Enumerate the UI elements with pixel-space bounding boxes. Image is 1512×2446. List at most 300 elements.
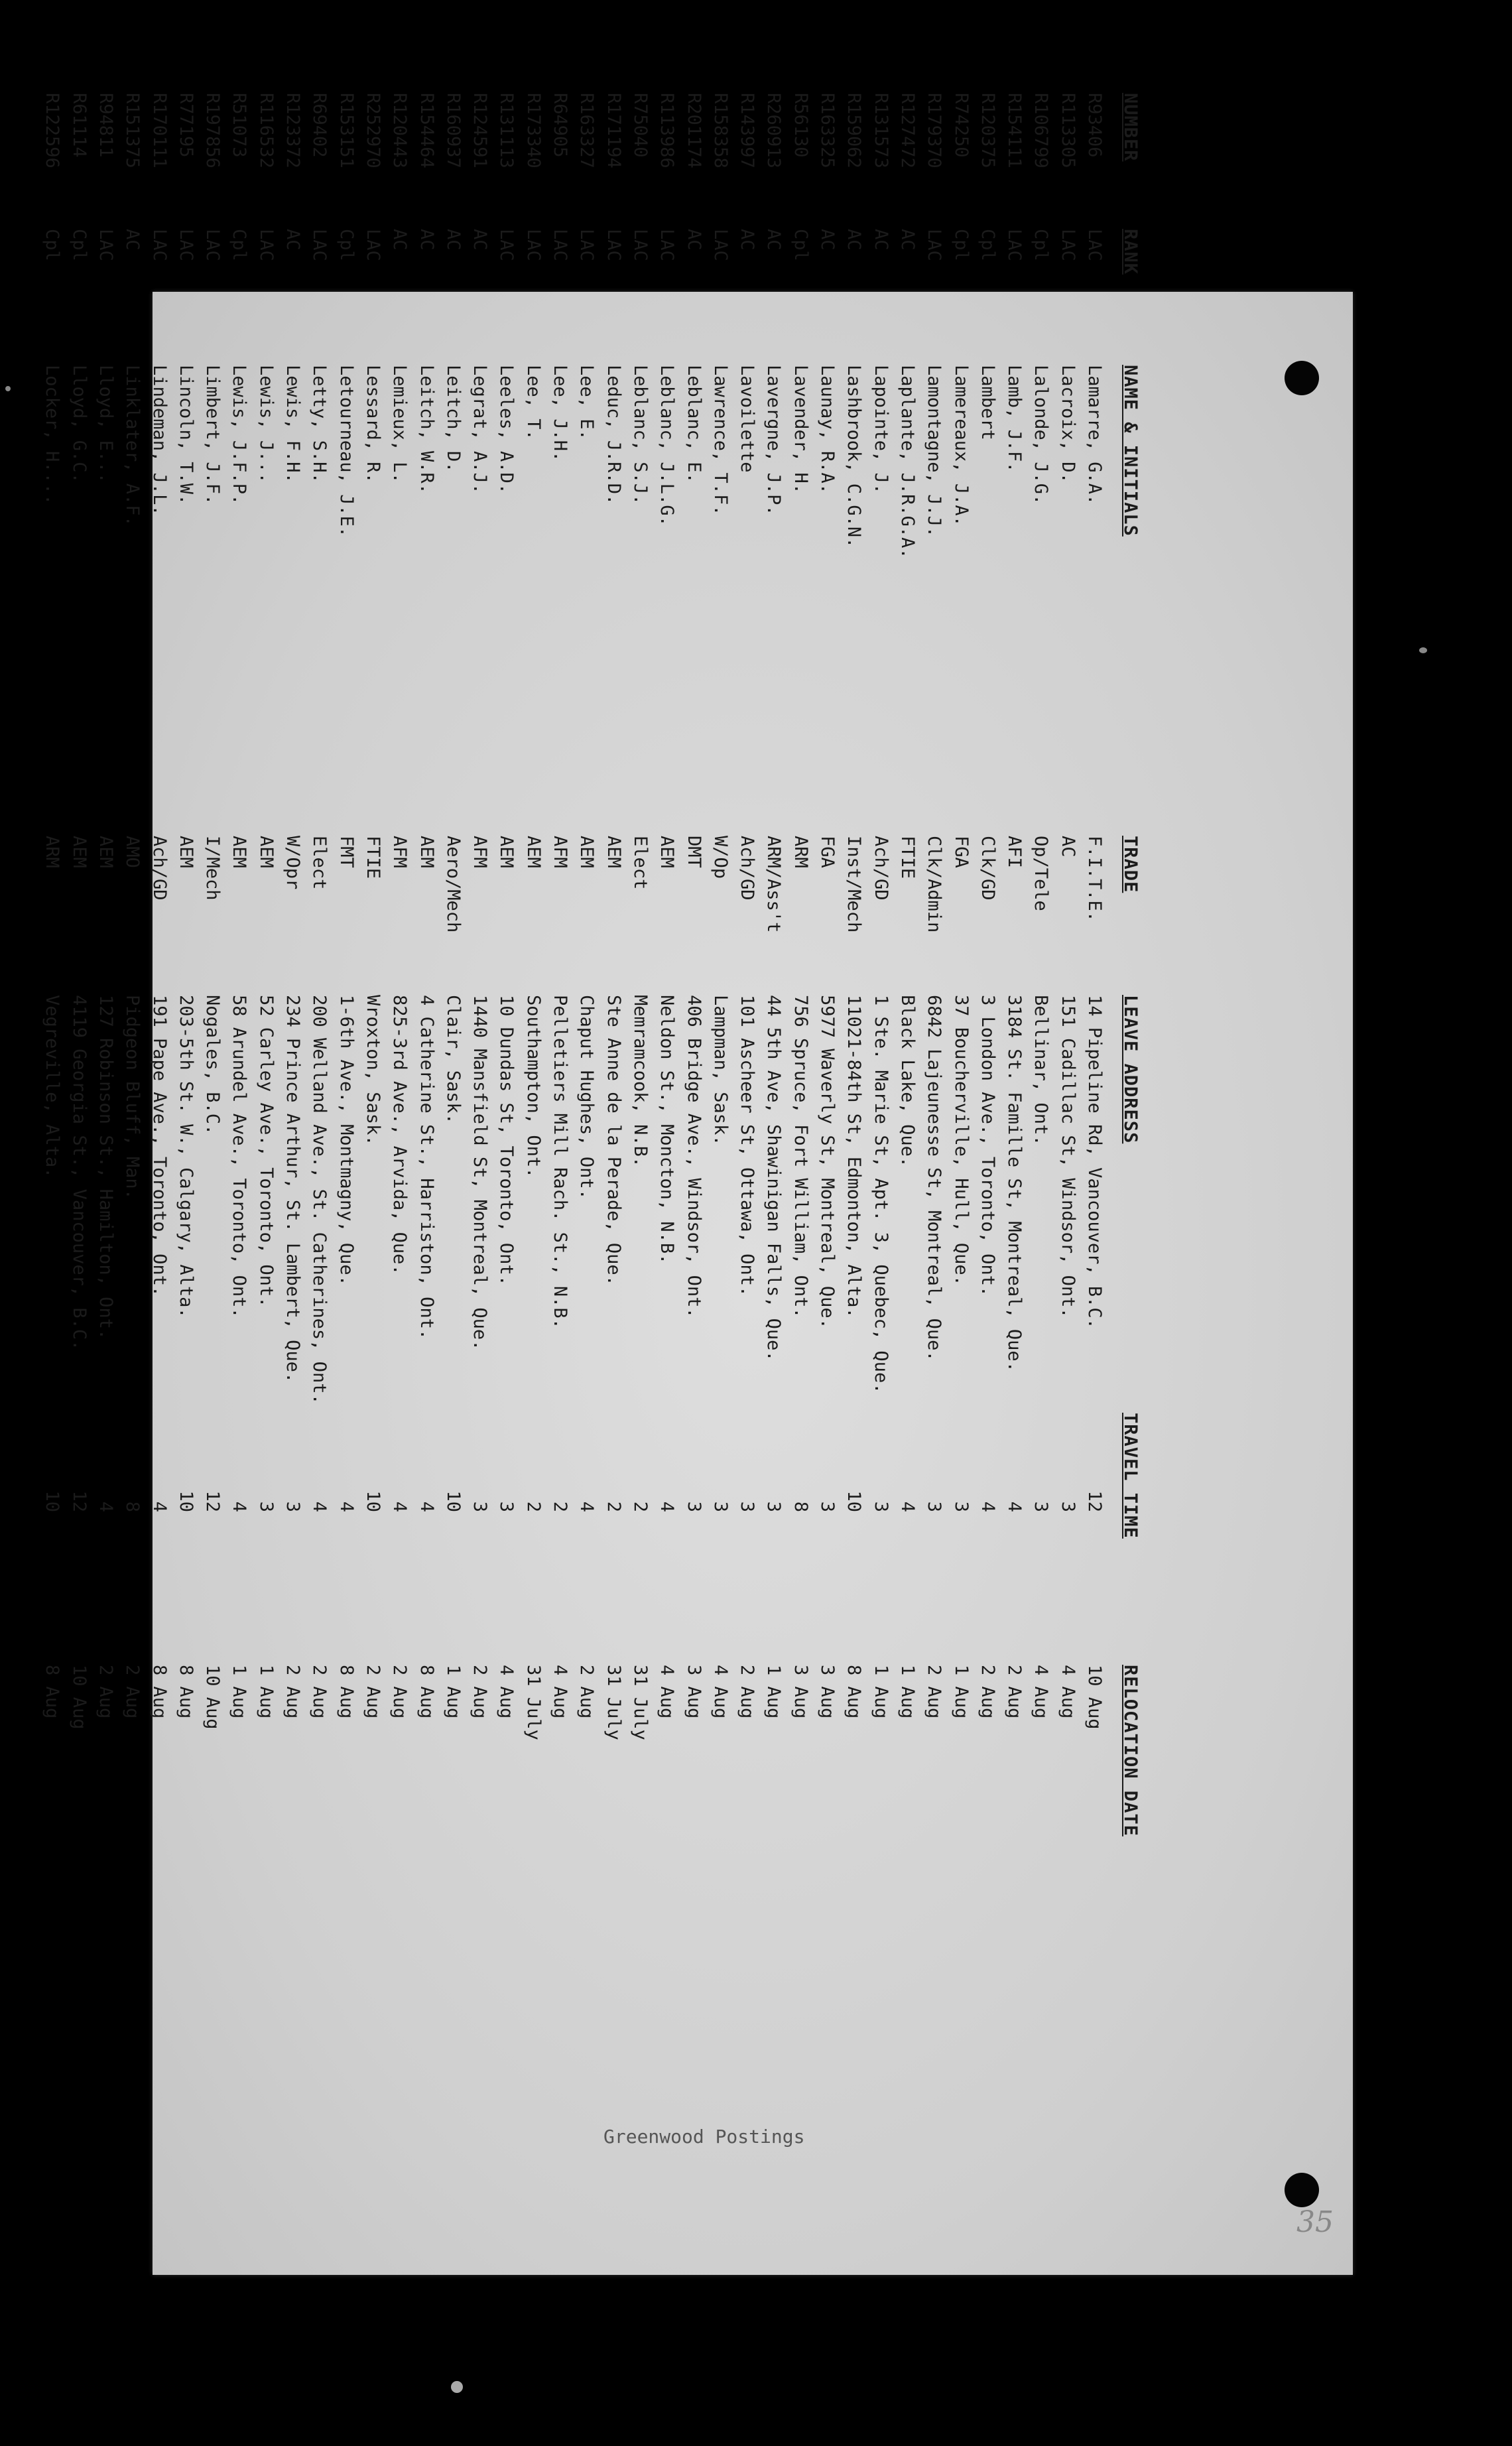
cell-address: Nogales, B.C. [202, 995, 223, 1135]
cell-number: R69402 [309, 93, 330, 158]
table-row [972, 93, 998, 1844]
cell-relocation-date: 2 Aug [977, 1665, 998, 1719]
table-row [437, 93, 464, 1844]
table-row [196, 93, 223, 1844]
cell-travel-time: 4 [95, 1501, 117, 1512]
cell-rank: LAC [362, 229, 383, 261]
cell-trade: Ach/GD [737, 836, 758, 901]
cell-name: Lewis, J... [255, 365, 277, 483]
cell-number: R113986 [657, 93, 678, 168]
cell-address: 5977 Waverly St, Montreal, Que. [817, 995, 838, 1329]
cell-rank: AC [817, 229, 838, 251]
cell-travel-time: 3 [496, 1501, 517, 1512]
cell-trade: FGA [950, 836, 972, 868]
cell-address: 151 Cadillac St, Windsor, Ont. [1057, 995, 1078, 1319]
cell-travel-time: 4 [897, 1501, 918, 1512]
cell-trade: AEM [657, 836, 678, 868]
cell-relocation-date: 2 Aug [389, 1665, 410, 1719]
table-row [223, 93, 249, 1844]
cell-number: R153151 [336, 93, 357, 168]
cell-relocation-date: 1 Aug [950, 1665, 972, 1719]
cell-address: 406 Bridge Ave., Windsor, Ont. [683, 995, 704, 1319]
table-row [357, 93, 383, 1844]
cell-relocation-date: 2 Aug [470, 1665, 491, 1719]
cell-name: Leeles, A.D. [496, 365, 517, 495]
cell-trade: Aero/Mech [442, 836, 464, 933]
table-body [36, 93, 1105, 1844]
cell-relocation-date: 8 Aug [42, 1665, 63, 1719]
cell-rank: LAC [523, 229, 544, 261]
table-row [464, 93, 490, 1844]
cell-rank: LAC [1004, 229, 1025, 261]
table-row [143, 93, 169, 1844]
cell-name: Leblanc, J.L.G. [657, 365, 678, 527]
cell-trade: AMO [122, 836, 143, 868]
cell-trade: FTIE [362, 836, 383, 879]
cell-number: R163327 [576, 93, 598, 168]
cell-number: R124591 [470, 93, 491, 168]
cell-number: R51073 [229, 93, 250, 158]
footer-caption: Greenwood Postings [603, 2126, 805, 2148]
cell-relocation-date: 4 Aug [657, 1665, 678, 1719]
cell-name: Laplante, J.R.G.A. [897, 365, 918, 559]
punch-hole-top [1285, 361, 1319, 395]
page-number: 35 [1296, 2205, 1334, 2239]
cell-relocation-date: 10 Aug [68, 1665, 90, 1730]
cell-number: R122596 [42, 93, 63, 168]
cell-address: 37 Boucherville, Hull, Que. [950, 995, 972, 1286]
cell-address: 58 Arundel Ave., Toronto, Ont. [229, 995, 250, 1319]
cell-name: Lavoilette [737, 365, 758, 473]
cell-number: R173340 [523, 93, 544, 168]
cell-rank: LAC [629, 229, 651, 261]
cell-travel-time: 3 [870, 1501, 891, 1512]
cell-address: 1 Ste. Marie St, Apt. 3, Quebec, Que. [870, 995, 891, 1394]
cell-relocation-date: 4 Aug [550, 1665, 571, 1719]
cell-travel-time: 3 [950, 1501, 972, 1512]
cell-relocation-date: 2 Aug [1004, 1665, 1025, 1719]
cell-name: Lawrence, T.F. [710, 365, 731, 516]
cell-name: Leitch, D. [442, 365, 464, 473]
cell-rank: LAC [1057, 229, 1078, 261]
table-row [303, 93, 330, 1844]
cell-travel-time: 2 [629, 1501, 651, 1512]
cell-rank: AC [283, 229, 304, 251]
table-row [998, 93, 1025, 1844]
cell-name: Lalonde, J.G. [1031, 365, 1052, 505]
cell-trade: I/Mech [202, 836, 223, 901]
table-row [1078, 93, 1105, 1844]
table-row [731, 93, 757, 1844]
table-row [410, 93, 436, 1844]
cell-rank: Cpl [1031, 229, 1052, 261]
cell-number: R106799 [1031, 93, 1052, 168]
cell-number: R171194 [603, 93, 624, 168]
cell-travel-time: 4 [416, 1501, 437, 1512]
cell-travel-time: 4 [1004, 1501, 1025, 1512]
cell-trade: Ach/GD [149, 836, 170, 901]
cell-trade: AC [1057, 836, 1078, 858]
cell-travel-time: 3 [255, 1501, 277, 1512]
cell-address: 203-5th St. W., Calgary, Alta. [175, 995, 196, 1319]
cell-address: Pidgeon Bluff, Man. [122, 995, 143, 1200]
table-row [330, 93, 356, 1844]
cell-rank: LAC [576, 229, 598, 261]
cell-address: 756 Spruce, Fort William, Ont. [790, 995, 811, 1319]
header-rank: RANK [1120, 229, 1141, 275]
cell-relocation-date: 8 Aug [336, 1665, 357, 1719]
cell-address: 44 5th Ave, Shawinigan Falls, Que. [763, 995, 785, 1362]
cell-trade: AEM [523, 836, 544, 868]
cell-relocation-date: 8 Aug [175, 1665, 196, 1719]
cell-relocation-date: 4 Aug [496, 1665, 517, 1719]
cell-number: R120375 [977, 93, 998, 168]
cell-address: 6842 Lajeunesse St, Montreal, Que. [924, 995, 945, 1362]
cell-travel-time: 12 [68, 1490, 90, 1512]
cell-name: Lloyd, G.C. [68, 365, 90, 483]
cell-relocation-date: 8 Aug [844, 1665, 865, 1719]
header-trade: TRADE [1120, 836, 1141, 893]
cell-address: Wroxton, Sask. [362, 995, 383, 1146]
cell-trade: AEM [175, 836, 196, 868]
cell-travel-time: 4 [149, 1501, 170, 1512]
cell-number: R131113 [496, 93, 517, 168]
cell-travel-time: 3 [817, 1501, 838, 1512]
cell-trade: DMT [683, 836, 704, 868]
cell-travel-time: 3 [1031, 1501, 1052, 1512]
table-row [704, 93, 731, 1844]
cell-relocation-date: 1 Aug [255, 1665, 277, 1719]
cell-number: R151375 [122, 93, 143, 168]
cell-number: R159062 [844, 93, 865, 168]
cell-trade: AEM [603, 836, 624, 868]
cell-number: R127472 [897, 93, 918, 168]
cell-number: R158358 [710, 93, 731, 168]
table-row [1051, 93, 1078, 1844]
cell-number: R56130 [790, 93, 811, 158]
cell-name: Legrat, A.J. [470, 365, 491, 495]
cell-relocation-date: 2 Aug [309, 1665, 330, 1719]
cell-address: 52 Carley Ave., Toronto, Ont. [255, 995, 277, 1308]
cell-address: Bellinar, Ont. [1031, 995, 1052, 1146]
cell-travel-time: 2 [550, 1501, 571, 1512]
cell-travel-time: 10 [844, 1490, 865, 1512]
table-row [250, 93, 277, 1844]
cell-relocation-date: 2 Aug [362, 1665, 383, 1719]
cell-number: R201174 [683, 93, 704, 168]
cell-trade: AFM [550, 836, 571, 868]
cell-name: Lapointe, J. [870, 365, 891, 495]
cell-trade: Inst/Mech [844, 836, 865, 933]
table-row [517, 93, 543, 1844]
cell-number: R252970 [362, 93, 383, 168]
cell-rank: AC [683, 229, 704, 251]
cell-address: 825-3rd Ave., Arvida, Que. [389, 995, 410, 1275]
cell-rank: LAC [95, 229, 117, 261]
cell-travel-time: 3 [283, 1501, 304, 1512]
cell-trade: Elect [309, 836, 330, 890]
cell-relocation-date: 3 Aug [790, 1665, 811, 1719]
cell-rank: Cpl [977, 229, 998, 261]
table-row [944, 93, 971, 1844]
cell-trade: Op/Tele [1031, 836, 1052, 911]
cell-name: Launay, R.A. [817, 365, 838, 495]
cell-trade: AEM [496, 836, 517, 868]
cell-rank: LAC [550, 229, 571, 261]
cell-rank: LAC [1084, 229, 1105, 261]
cell-number: R260913 [763, 93, 785, 168]
cell-relocation-date: 4 Aug [1031, 1665, 1052, 1719]
cell-rank: LAC [309, 229, 330, 261]
cell-trade: AEM [576, 836, 598, 868]
cell-name: Lee, T. [523, 365, 544, 440]
cell-name: Lambert [977, 365, 998, 440]
cell-address: 1440 Mansfield St, Montreal, Que. [470, 995, 491, 1351]
cell-address: Neldon St., Moncton, N.B. [657, 995, 678, 1265]
cell-relocation-date: 3 Aug [817, 1665, 838, 1719]
cell-rank: AC [122, 229, 143, 251]
cell-travel-time: 3 [737, 1501, 758, 1512]
cell-relocation-date: 2 Aug [283, 1665, 304, 1719]
cell-rank: AC [737, 229, 758, 251]
cell-relocation-date: 1 Aug [763, 1665, 785, 1719]
cell-rank: AC [844, 229, 865, 251]
cell-rank: AC [870, 229, 891, 251]
cell-name: Linklater, A.F. [122, 365, 143, 527]
cell-name: Letty, S.H. [309, 365, 330, 483]
cell-relocation-date: 1 Aug [442, 1665, 464, 1719]
cell-rank: Cpl [42, 229, 63, 261]
cell-address: Southampton, Ont. [523, 995, 544, 1179]
cell-trade: Elect [629, 836, 651, 890]
table-row [677, 93, 704, 1844]
cell-number: R179370 [924, 93, 945, 168]
table-row [170, 93, 196, 1844]
cell-address: 191 Pape Ave., Toronto, Ont. [149, 995, 170, 1297]
table-row [62, 93, 89, 1844]
cell-trade: FGA [817, 836, 838, 868]
cell-number: R64905 [550, 93, 571, 158]
cell-address: 3 London Ave., Toronto, Ont. [977, 995, 998, 1297]
cell-number: R197856 [202, 93, 223, 168]
cell-rank: AC [389, 229, 410, 251]
cell-relocation-date: 1 Aug [229, 1665, 250, 1719]
table-row [757, 93, 784, 1844]
cell-travel-time: 12 [1084, 1490, 1105, 1512]
table-row [651, 93, 677, 1844]
cell-relocation-date: 2 Aug [924, 1665, 945, 1719]
table-row [36, 93, 62, 1844]
cell-trade: AFM [389, 836, 410, 868]
cell-relocation-date: 31 July [603, 1665, 624, 1740]
cell-trade: Clk/Admin [924, 836, 945, 933]
cell-trade: ARM [790, 836, 811, 868]
cell-address: Memramcook, N.B. [629, 995, 651, 1168]
cell-travel-time: 10 [442, 1490, 464, 1512]
cell-rank: AC [763, 229, 785, 251]
cell-name: Leduc, J.R.D. [603, 365, 624, 505]
cell-name: Letourneau, J.E. [336, 365, 357, 538]
header-number: NUMBER [1120, 93, 1141, 162]
cell-travel-time: 8 [790, 1501, 811, 1512]
cell-number: R143997 [737, 93, 758, 168]
cell-address: Lampman, Sask. [710, 995, 731, 1146]
cell-travel-time: 3 [924, 1501, 945, 1512]
cell-number: R123372 [283, 93, 304, 168]
table-row [864, 93, 891, 1844]
cell-name: Lincoln, T.W. [175, 365, 196, 505]
cell-trade: F.I.T.E. [1084, 836, 1105, 923]
cell-rank: LAC [603, 229, 624, 261]
cell-travel-time: 3 [683, 1501, 704, 1512]
cell-name: Lessard, R. [362, 365, 383, 483]
cell-address: 200 Welland Ave., St. Catherines, Ont. [309, 995, 330, 1405]
cell-rank: AC [416, 229, 437, 251]
cell-relocation-date: 3 Aug [683, 1665, 704, 1719]
cell-trade: ARM [42, 836, 63, 868]
cell-travel-time: 4 [576, 1501, 598, 1512]
cell-relocation-date: 4 Aug [710, 1665, 731, 1719]
cell-rank: AC [470, 229, 491, 251]
cell-travel-time: 4 [657, 1501, 678, 1512]
table-row [838, 93, 864, 1844]
cell-name: Lamb, J.F. [1004, 365, 1025, 473]
cell-rank: LAC [924, 229, 945, 261]
table-row [597, 93, 623, 1844]
cell-name: Lindeman, J.L. [149, 365, 170, 516]
header-address: LEAVE ADDRESS [1120, 995, 1141, 1144]
cell-address: 14 Pipeline Rd, Vancouver, B.C. [1084, 995, 1105, 1329]
cell-trade: FTIE [897, 836, 918, 879]
cell-address: 10 Dundas St, Toronto, Ont. [496, 995, 517, 1286]
film-speck [5, 386, 11, 391]
cell-travel-time: 3 [1057, 1501, 1078, 1512]
cell-number: R120443 [389, 93, 410, 168]
cell-number: R75040 [629, 93, 651, 158]
cell-number: R74250 [950, 93, 972, 158]
cell-travel-time: 10 [175, 1490, 196, 1512]
table-row [490, 93, 517, 1844]
cell-relocation-date: 1 Aug [897, 1665, 918, 1719]
cell-rank: LAC [175, 229, 196, 261]
cell-name: Lee, J.H. [550, 365, 571, 462]
cell-relocation-date: 4 Aug [1057, 1665, 1078, 1719]
cell-travel-time: 10 [362, 1490, 383, 1512]
table-row [277, 93, 303, 1844]
cell-address: 101 Ascheer St, Ottawa, Ont. [737, 995, 758, 1297]
cell-trade: AFM [470, 836, 491, 868]
cell-rank: LAC [710, 229, 731, 261]
cell-relocation-date: 31 July [629, 1665, 651, 1740]
cell-address: Chaput Hughes, Ont. [576, 995, 598, 1200]
cell-name: Limbert, J.F. [202, 365, 223, 505]
cell-number: R160937 [442, 93, 464, 168]
cell-travel-time: 4 [977, 1501, 998, 1512]
cell-trade: W/Op [710, 836, 731, 879]
table-row [891, 93, 918, 1844]
cell-relocation-date: 8 Aug [416, 1665, 437, 1719]
cell-trade: ARM/Ass't [763, 836, 785, 933]
cell-rank: Cpl [68, 229, 90, 261]
cell-address: Ste Anne de la Perade, Que. [603, 995, 624, 1286]
table-row [811, 93, 838, 1844]
cell-relocation-date: 2 Aug [737, 1665, 758, 1719]
cell-relocation-date: 10 Aug [1084, 1665, 1105, 1730]
cell-number: R131573 [870, 93, 891, 168]
cell-address: 4 Catherine St., Harriston, Ont. [416, 995, 437, 1340]
cell-name: Lamereaux, J.A. [950, 365, 972, 527]
film-speck [1419, 647, 1427, 653]
cell-address: Clair, Sask. [442, 995, 464, 1125]
cell-trade: AEM [95, 836, 117, 868]
cell-travel-time: 3 [710, 1501, 731, 1512]
cell-rank: Cpl [229, 229, 250, 261]
cell-relocation-date: 1 Aug [870, 1665, 891, 1719]
cell-relocation-date: 31 July [523, 1665, 544, 1740]
cell-address: 127 Robinson St., Hamilton, Ont. [95, 995, 117, 1340]
cell-rank: AC [442, 229, 464, 251]
table-row [918, 93, 944, 1844]
cell-name: Lee, E. [576, 365, 598, 440]
table-row [544, 93, 570, 1844]
cell-rank: LAC [657, 229, 678, 261]
cell-relocation-date: 2 Aug [122, 1665, 143, 1719]
cell-name: Lewis, F.H. [283, 365, 304, 483]
posting-table [42, 93, 1141, 1844]
table-row [383, 93, 410, 1844]
cell-rank: Cpl [336, 229, 357, 261]
cell-rank: Cpl [950, 229, 972, 261]
cell-relocation-date: 2 Aug [95, 1665, 117, 1719]
cell-address: 1-6th Ave., Montmagny, Que. [336, 995, 357, 1286]
cell-relocation-date: 8 Aug [149, 1665, 170, 1719]
table-row [784, 93, 810, 1844]
cell-relocation-date: 10 Aug [202, 1665, 223, 1730]
cell-travel-time: 4 [229, 1501, 250, 1512]
cell-name: Leitch, W.R. [416, 365, 437, 495]
cell-travel-time: 2 [603, 1501, 624, 1512]
table-row [1025, 93, 1051, 1844]
cell-name: Leblanc, E. [683, 365, 704, 483]
cell-travel-time: 12 [202, 1490, 223, 1512]
cell-address: Pelletiers Mill Rach. St., N.B. [550, 995, 571, 1329]
table-row [570, 93, 597, 1844]
cell-name: Lemieux, L. [389, 365, 410, 483]
cell-address: 234 Prince Arthur, St. Lambert, Que. [283, 995, 304, 1384]
cell-trade: Ach/GD [870, 836, 891, 901]
cell-number: R154111 [1004, 93, 1025, 168]
punch-hole-bottom [1285, 2173, 1319, 2207]
cell-name: Lewis, J.F.P. [229, 365, 250, 505]
cell-trade: Clk/GD [977, 836, 998, 901]
cell-name: Locker, H.... [42, 365, 63, 505]
cell-rank: Cpl [790, 229, 811, 261]
cell-number: R116532 [255, 93, 277, 168]
cell-name: Lashbrook, C.G.N. [844, 365, 865, 548]
cell-travel-time: 3 [470, 1501, 491, 1512]
cell-relocation-date: 2 Aug [576, 1665, 598, 1719]
cell-number: R94811 [95, 93, 117, 158]
cell-travel-time: 10 [42, 1490, 63, 1512]
cell-address: Black Lake, Que. [897, 995, 918, 1168]
film-speck [451, 2381, 463, 2393]
cell-travel-time: 4 [336, 1501, 357, 1512]
cell-trade: FMT [336, 836, 357, 868]
cell-trade: W/Opr [283, 836, 304, 890]
cell-number: R154464 [416, 93, 437, 168]
cell-travel-time: 3 [763, 1501, 785, 1512]
cell-name: Lavender, H. [790, 365, 811, 495]
